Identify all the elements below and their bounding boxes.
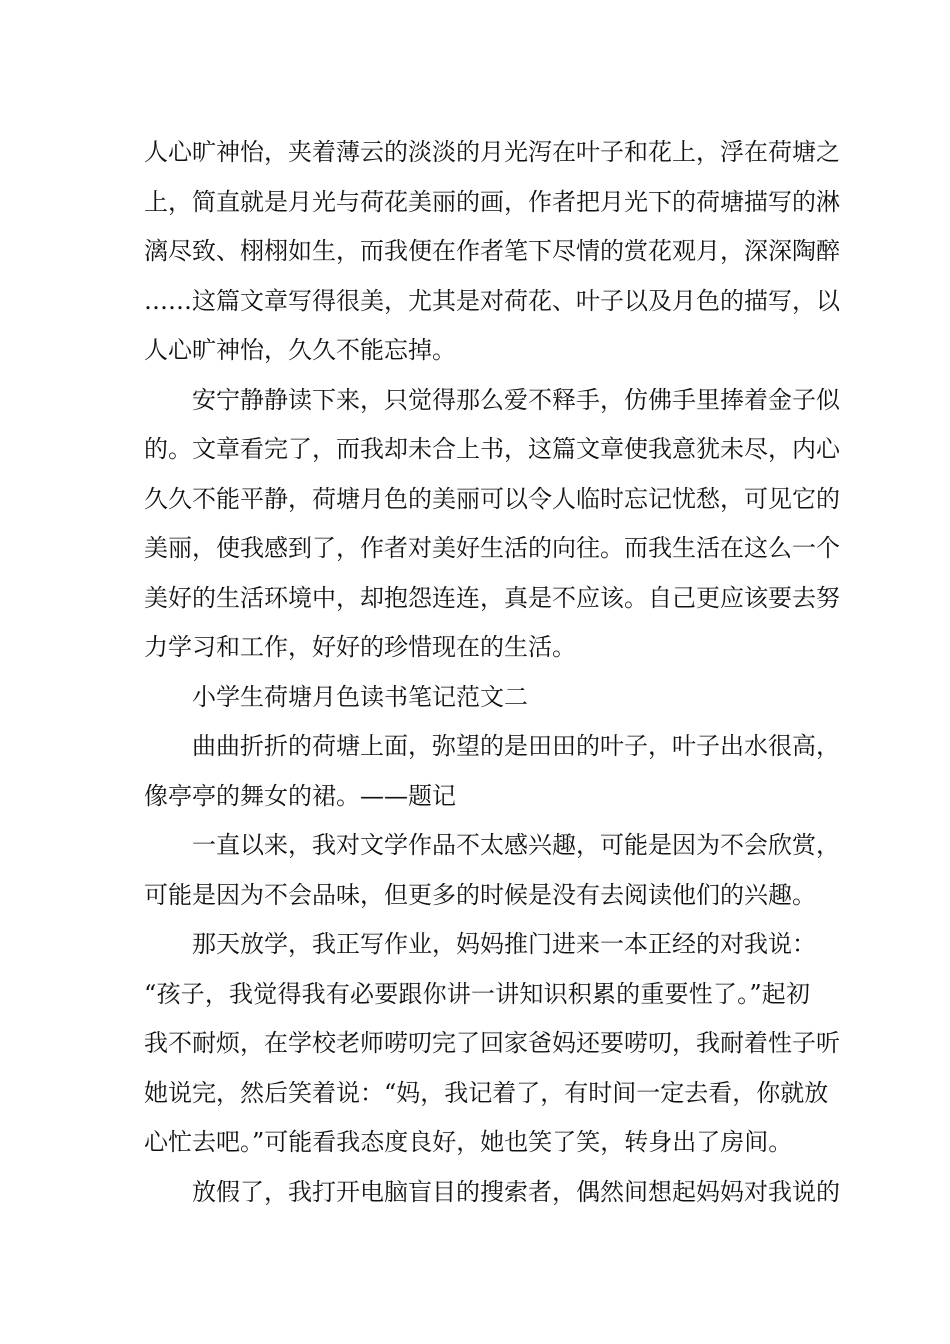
paragraph xyxy=(144,821,840,920)
text-line: 美丽，使我感到了，作者对美好生活的向往。而我生活在这么一个 xyxy=(144,534,840,562)
paragraph xyxy=(144,920,840,1168)
text-line: 久久不能平静，荷塘月色的美丽可以令人临时忘记忧愁，可见它的 xyxy=(144,484,840,513)
paragraph xyxy=(144,722,840,821)
paragraph xyxy=(144,376,840,673)
text-line: 可能是因为不会品味，但更多的时候是没有去阅读他们的兴趣。 xyxy=(144,880,816,909)
text-line: 我不耐烦，在学校老师唠叨完了回家爸妈还要唠叨，我耐着性子听 xyxy=(144,1029,840,1057)
text-line: 人心旷神怡，夹着薄云的淡淡的月光泻在叶子和花上，浮在荷塘之 xyxy=(144,138,840,166)
text-line: 力学习和工作，好好的珍惜现在的生活。 xyxy=(144,633,576,661)
text-line: “孩子，我觉得我有必要跟你讲一讲知识积累的重要性了。”起初 xyxy=(144,979,810,1008)
text-line: 一直以来，我对文学作品不太感兴趣，可能是因为不会欣赏， xyxy=(192,831,840,859)
text-line: 她说完，然后笑着说：“妈，我记着了，有时间一定去看，你就放 xyxy=(144,1078,829,1107)
text-line: 小学生荷塘月色读书笔记范文二 xyxy=(192,682,528,711)
text-line: 人心旷神怡，久久不能忘掉。 xyxy=(144,336,456,364)
text-line: 上，简直就是月光与荷花美丽的画，作者把月光下的荷塘描写的淋 xyxy=(144,187,840,216)
text-line: 曲曲折折的荷塘上面，弥望的是田田的叶子，叶子出水很高， xyxy=(192,732,840,760)
text-line: 像亭亭的舞女的裙。——题记 xyxy=(144,781,456,810)
text-line: 放假了，我打开电脑盲目的搜索者，偶然间想起妈妈对我说的 xyxy=(192,1177,840,1206)
paragraph xyxy=(144,128,840,376)
text-line: ……这篇文章写得很美，尤其是对荷花、叶子以及月色的描写，以 xyxy=(144,286,840,315)
text-line: 那天放学，我正写作业，妈妈推门进来一本正经的对我说： xyxy=(192,930,816,958)
paragraph xyxy=(144,673,810,723)
text-line: 的。文章看完了，而我却未合上书，这篇文章使我意犹未尽，内心 xyxy=(144,435,840,463)
text-line: 安宁静静读下来，只觉得那么爱不释手，仿佛手里捧着金子似 xyxy=(192,385,840,414)
text-line: 美好的生活环境中，却抱怨连连，真是不应该。自己更应该要去努 xyxy=(144,583,840,612)
text-line: 漓尽致、栩栩如生，而我便在作者笔下尽情的赏花观月，深深陶醉 xyxy=(144,237,840,265)
document-body xyxy=(144,128,840,1217)
text-line: 心忙去吧。”可能看我态度良好，她也笑了笑，转身出了房间。 xyxy=(144,1128,793,1156)
paragraph xyxy=(144,1168,840,1218)
